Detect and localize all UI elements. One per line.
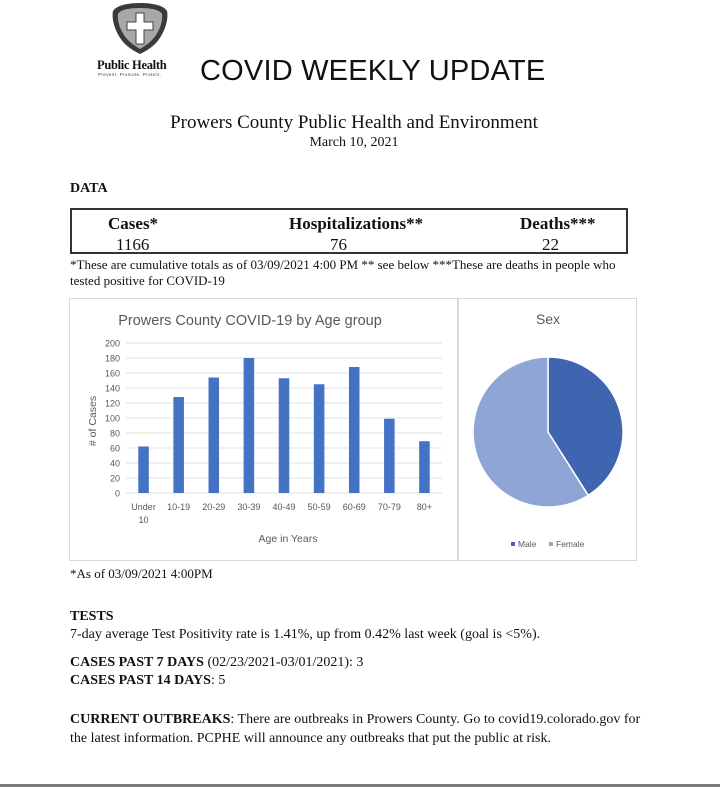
y-tick-label: 180	[104, 353, 120, 364]
x-tick-label: 50-59	[307, 502, 331, 512]
bar	[173, 397, 184, 493]
outbreaks-text: : There are outbreaks in Prowers County. Go to covid19.colorado.gov for the latest information. PCPHE will announce any outbreaks that put the public at risk.	[70, 712, 641, 746]
hospitalizations-label: Hospitalizations**	[289, 214, 424, 233]
cases-7-label: CASES PAST 7 DAYS	[70, 655, 204, 670]
y-axis-label: # of Cases	[87, 395, 99, 447]
x-tick-label: 80+	[416, 502, 433, 512]
age-group-bar-chart	[70, 299, 457, 560]
outbreaks-paragraph	[70, 710, 650, 748]
tests-heading: TESTS	[70, 609, 114, 624]
x-tick-label: 70-79	[377, 502, 401, 512]
report-date: March 10, 2021	[309, 135, 399, 150]
outbreaks-label: CURRENT OUTBREAKS	[70, 712, 231, 727]
legend-swatch	[511, 542, 515, 546]
bar	[244, 358, 255, 493]
bar	[279, 378, 290, 493]
cases-7-text: (02/23/2021-03/01/2021): 3	[203, 655, 364, 670]
x-tick-label: 10	[138, 515, 149, 525]
x-tick-label: 20-29	[202, 502, 226, 512]
bar	[314, 384, 325, 493]
stats-footnote: *These are cumulative totals as of 03/09/2021 4:00 PM ** see below ***These are deaths in people who tested positive for COVID-19	[70, 257, 616, 288]
logo-text: Public Health	[97, 58, 167, 72]
organization-name: Prowers County Public Health and Environment	[170, 112, 538, 133]
cases-14-label: CASES PAST 14 DAYS	[70, 673, 211, 688]
y-tick-label: 160	[104, 368, 120, 379]
x-tick-label: 40-49	[272, 502, 296, 512]
sex-chart	[458, 298, 637, 561]
y-tick-label: 80	[109, 428, 120, 439]
age-group-chart	[69, 298, 458, 561]
y-tick-label: 140	[104, 383, 120, 394]
x-tick-label: 30-39	[237, 502, 261, 512]
data-heading: DATA	[70, 181, 108, 196]
x-tick-label: 10-19	[167, 502, 191, 512]
bar	[138, 447, 149, 494]
bar	[349, 367, 360, 493]
pie-title: Sex	[535, 311, 561, 327]
hospitalizations-value: 76	[330, 235, 347, 254]
cases-7-days	[70, 655, 363, 671]
chart-title: Prowers County COVID-19 by Age group	[118, 313, 382, 329]
logo-tagline: Prevent. Promote. Protect.	[98, 72, 162, 77]
bar	[384, 419, 395, 493]
y-tick-label: 100	[104, 413, 120, 424]
y-tick-label: 0	[114, 488, 120, 499]
bar	[209, 378, 220, 494]
cases-label: Cases*	[108, 214, 159, 233]
y-tick-label: 60	[109, 443, 120, 454]
x-axis-label: Age in Years	[258, 533, 318, 545]
deaths-value: 22	[542, 235, 559, 254]
y-tick-label: 120	[104, 398, 120, 409]
cases-14-days	[70, 673, 225, 689]
x-tick-label: Under	[131, 502, 156, 512]
y-tick-label: 40	[109, 458, 120, 469]
cases-14-text: : 5	[210, 673, 226, 688]
deaths-label: Deaths***	[520, 214, 596, 233]
bar	[419, 441, 430, 493]
page-title: COVID WEEKLY UPDATE	[200, 55, 546, 87]
cases-value: 1166	[116, 235, 150, 254]
stats-table	[70, 208, 628, 254]
legend-label: Female	[556, 539, 585, 549]
x-tick-label: 60-69	[342, 502, 366, 512]
legend-label: Male	[518, 539, 537, 549]
chart-note: *As of 03/09/2021 4:00PM	[70, 566, 213, 581]
tests-text: 7-day average Test Positivity rate is 1.41%, up from 0.42% last week (goal is <5%).	[70, 627, 541, 642]
y-tick-label: 20	[109, 473, 120, 484]
legend-swatch	[549, 542, 553, 546]
sex-pie-chart	[459, 299, 636, 560]
y-tick-label: 200	[104, 338, 120, 349]
